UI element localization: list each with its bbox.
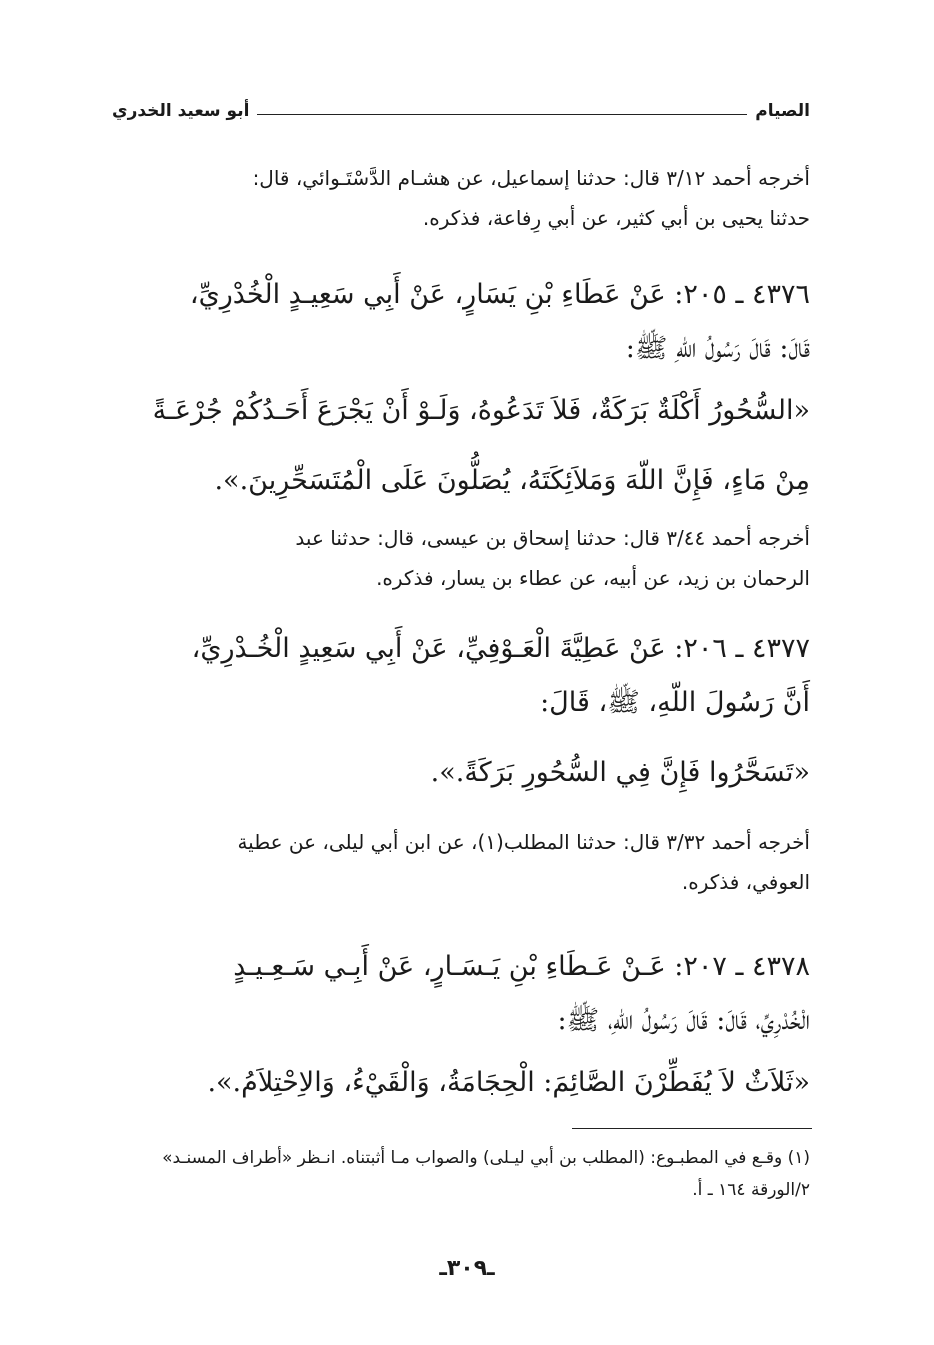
hadith-isnad — [112, 268, 810, 376]
source-line: أخرجه أحمد ٣/٤٤ قال: حدثنا إسحاق بن عيسى، قال: حدثنا عبد — [295, 526, 810, 550]
hadith-matn — [112, 738, 810, 808]
section-title: الصيام — [755, 101, 810, 121]
page-number: ـ٣٠٩ـ — [439, 1256, 495, 1281]
hadith-isnad — [112, 622, 810, 730]
source-line: العوفي، فذكره. — [681, 870, 810, 894]
running-header — [112, 96, 810, 126]
source-line: حدثنا يحيى بن أبي كثير، عن أبي رِفاعة، فذكره. — [422, 206, 810, 230]
hadith-line: ٤٣٧٨ ـ ٢٠٧: عَـنْ عَـطَاءِ بْنِ يَـسَـارٍ، عَنْ أَبِـي سَـعِـيـدٍ — [233, 951, 810, 982]
hadith-matn — [112, 376, 810, 516]
source-line: أخرجه أحمد ٣/١٢ قال: حدثنا إسماعيل، عن هشـام الدَّسْتَـوائي، قال: — [252, 166, 810, 190]
hadith-line: الْخُدْرِيِّ، قَالَ: قَالَ رَسُولُ اللّهِ، ﷺ: — [557, 1005, 810, 1036]
matn-line: مِنْ مَاءٍ، فَإِنَّ اللّهَ وَمَلاَئِكَتَهُ، يُصَلُّونَ عَلَى الْمُتَسَحِّرِينَ.». — [214, 465, 810, 496]
source-line: أخرجه أحمد ٣/٣٢ قال: حدثنا المطلب(١)، عن ابن أبي ليلى، عن عطية — [237, 830, 810, 854]
header-rule — [257, 114, 747, 115]
chapter-title: أبو سعيد الخدري — [112, 101, 250, 121]
matn-line: «السُّحُورُ أَكْلَةٌ بَرَكَةٌ، فَلاَ تَدَعُوهُ، وَلَـوْ أَنْ يَجْرَعَ أَحَـدُكُمْ جُرْعَـةً — [152, 395, 810, 426]
source-note — [112, 518, 810, 598]
footnote — [112, 1142, 810, 1206]
source-note — [112, 158, 810, 238]
hadith-isnad — [112, 940, 810, 1048]
hadith-matn — [112, 1048, 810, 1118]
hadith-line: قَالَ: قَالَ رَسُولُ اللّهِ ﷺ: — [625, 333, 810, 364]
matn-line: «تَسَحَّرُوا فَإِنَّ فِي السُّحُورِ بَرَكَةً.». — [430, 757, 810, 788]
footnote-rule — [572, 1128, 812, 1129]
hadith-line: ٤٣٧٧ ـ ٢٠٦: عَنْ عَطِيَّةَ الْعَـوْفِيِّ، عَنْ أَبِي سَعِيدٍ الْخُـدْرِيِّ، — [191, 633, 810, 664]
footnote-line: (١) وقـع في المطبـوع: (المطلب بن أبي ليـلى) والصواب مـا أثبتناه. انـظر «أطراف المسنـد» — [162, 1148, 810, 1168]
source-note — [112, 822, 810, 902]
matn-line: «ثَلاَثٌ لاَ يُفَطِّرْنَ الصَّائِمَ: الْحِجَامَةُ، وَالْقَيْءُ، وَالاِحْتِلاَمُ.». — [207, 1067, 810, 1098]
hadith-line: ٤٣٧٦ ـ ٢٠٥: عَنْ عَطَاءِ بْنِ يَسَارٍ، عَنْ أَبِي سَعِيـدٍ الْخُدْرِيِّ، — [189, 279, 810, 310]
hadith-line: أَنَّ رَسُولَ اللّهِ، ﷺ، قَالَ: — [540, 687, 810, 718]
source-line: الرحمان بن زيد، عن أبيه، عن عطاء بن يسار، فذكره. — [376, 566, 810, 590]
footnote-line: ٢/الورقة ١٦٤ ـ أ. — [692, 1180, 810, 1200]
